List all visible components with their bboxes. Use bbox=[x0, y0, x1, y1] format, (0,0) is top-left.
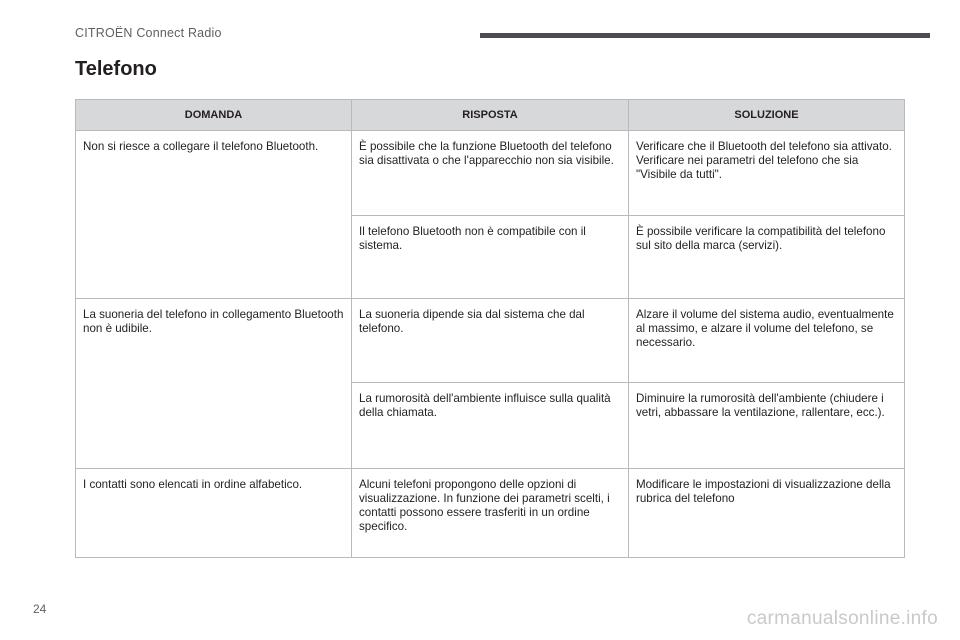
header-title: CITROËN Connect Radio bbox=[75, 26, 222, 40]
answer-cell: La suoneria dipende sia dal sistema che dal telefono. bbox=[352, 299, 629, 383]
table-row bbox=[76, 299, 905, 383]
question-cell: I contatti sono elencati in ordine alfabetico. bbox=[76, 469, 352, 558]
column-header-question: DOMANDA bbox=[76, 100, 352, 131]
page-title: Telefono bbox=[75, 58, 157, 80]
question-cell: La suoneria del telefono in collegamento Bluetooth non è udibile. bbox=[76, 299, 352, 469]
answer-cell: Alcuni telefoni propongono delle opzioni di visualizzazione. In funzione dei parametri scelti, i contatti possono essere trasferiti in un ordine specifico. bbox=[352, 469, 629, 558]
page-number: 24 bbox=[33, 602, 47, 616]
solution-cell: È possibile verificare la compatibilità del telefono sul sito della marca (servizi). bbox=[629, 216, 905, 299]
solution-cell: Modificare le impostazioni di visualizzazione della rubrica del telefono bbox=[629, 469, 905, 558]
answer-cell: Il telefono Bluetooth non è compatibile con il sistema. bbox=[352, 216, 629, 299]
table-row bbox=[76, 469, 905, 558]
faq-table bbox=[75, 99, 905, 558]
table-row bbox=[76, 131, 905, 216]
header-bar bbox=[480, 33, 930, 38]
solution-cell: Alzare il volume del sistema audio, eventualmente al massimo, e alzare il volume del telefono, se necessario. bbox=[629, 299, 905, 383]
column-header-answer: RISPOSTA bbox=[352, 100, 629, 131]
solution-cell: Diminuire la rumorosità dell'ambiente (chiudere i vetri, abbassare la ventilazione, rallentare, ecc.). bbox=[629, 383, 905, 469]
answer-cell: La rumorosità dell'ambiente influisce sulla qualità della chiamata. bbox=[352, 383, 629, 469]
answer-cell: È possibile che la funzione Bluetooth del telefono sia disattivata o che l'apparecchio non sia visibile. bbox=[352, 131, 629, 216]
column-header-solution: SOLUZIONE bbox=[629, 100, 905, 131]
question-cell: Non si riesce a collegare il telefono Bluetooth. bbox=[76, 131, 352, 299]
watermark-text: carmanualsonline.info bbox=[746, 608, 938, 629]
table-header-row bbox=[76, 100, 905, 131]
solution-cell: Verificare che il Bluetooth del telefono sia attivato. Verificare nei parametri del telefono che sia "Visibile da tutti". bbox=[629, 131, 905, 216]
